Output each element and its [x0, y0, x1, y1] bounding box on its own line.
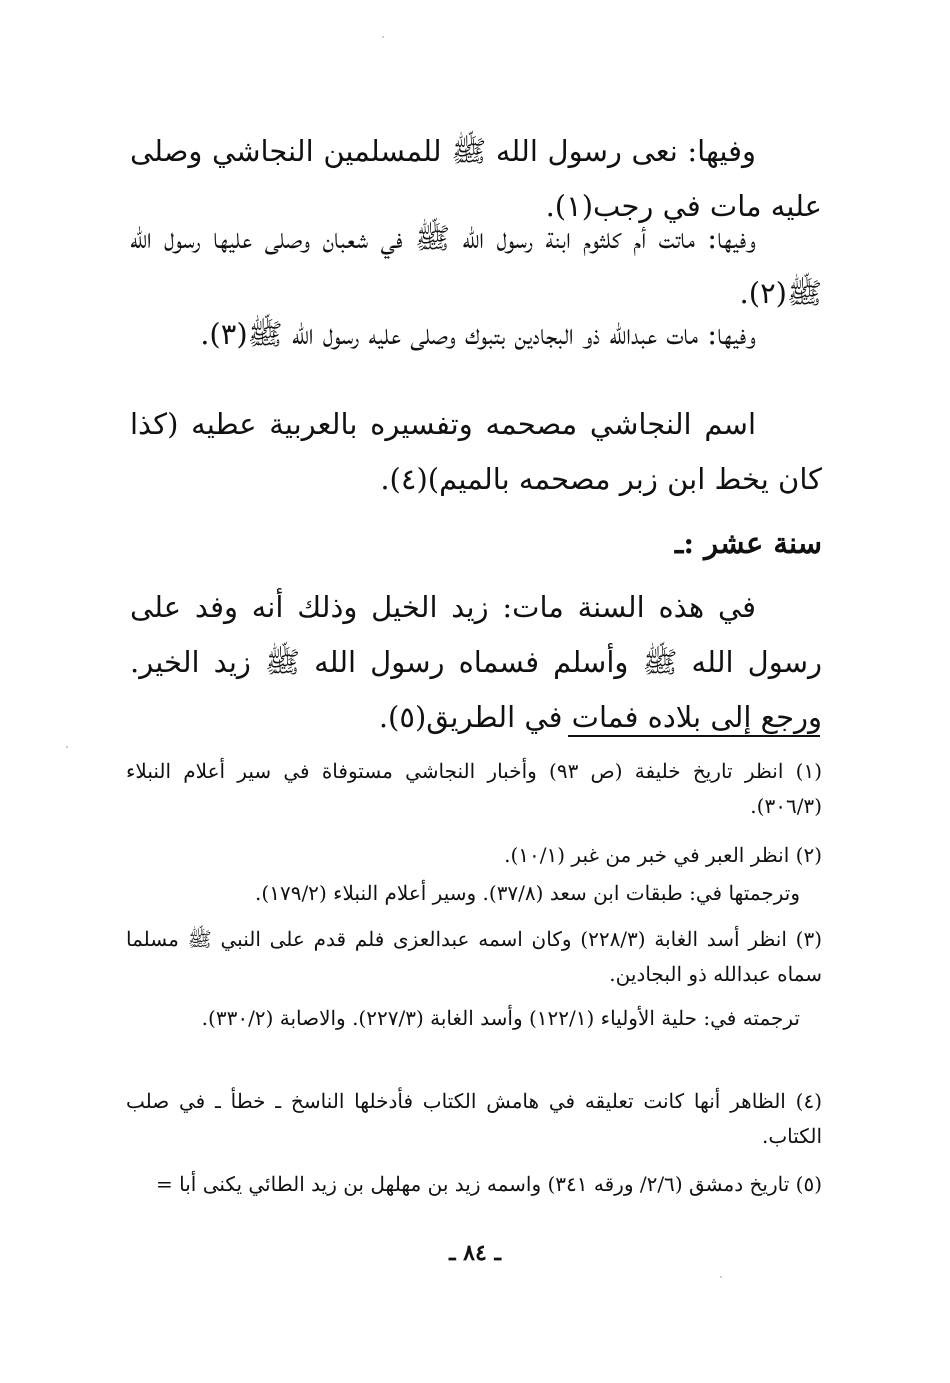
scan-speck	[66, 746, 68, 748]
footnote-separator	[568, 735, 820, 737]
footnote-2: (٢) انظر العبر في خبر من غبر (١٠/١).	[504, 843, 822, 867]
scan-speck	[720, 1276, 722, 1278]
footnote-3: (٣) انظر أسد الغابة (٢٢٨/٣) وكان اسمه عبدالعزى فلم قدم على النبي ﷺ مسلما سماه عبدالله ذو البجادين.	[126, 927, 823, 986]
footnote-2-continuation: وترجمتها في: طبقات ابن سعد (٣٧/٨). وسير أعلام النبلاء (١٧٩/٢).	[255, 881, 800, 905]
footnote-1: (١) انظر تاريخ خليفة (ص ٩٣) وأخبار النجاشي مستوفاة في سير أعلام النبلاء (٣٠٦/٣).	[126, 759, 822, 818]
footnote-4: (٤) الظاهر أنها كانت تعليقه في هامش الكتاب فأدخلها الناسخ ـ خطأ ـ في صلب الكتاب.	[126, 1089, 822, 1148]
paragraph-3	[130, 307, 822, 362]
footnote-5: (٥) تاريخ دمشق (٢/٦/ ورقه ٣٤١) واسمه زيد بن مهلهل بن زيد الطائي يكنى أبا =	[156, 1172, 822, 1196]
page-number: ـ ٨٤ ـ	[449, 1240, 501, 1266]
paragraph-5-text: في هذه السنة مات: زيد الخيل وذلك أنه وفد على رسول الله ﷺ وأسلم فسماه رسول الله ﷺ زيد الخير. ورجع إلى بلاده فمات في الطريق(٥).	[130, 590, 822, 734]
paragraph-2	[130, 211, 822, 321]
scan-speck	[382, 36, 384, 38]
section-heading: سنة عشر :ـ	[674, 526, 822, 560]
paragraph-2-text: وفيها: ماتت أم كلثوم ابنة رسول الله ﷺ في شعبان وصلى عليها رسول الله ﷺ(٢).	[130, 221, 822, 310]
paragraph-4	[130, 397, 822, 507]
paragraph-1-text: وفيها: نعى رسول الله ﷺ للمسلمين النجاشي وصلى عليه مات في رجب(١).	[130, 134, 822, 223]
footnote-3-continuation: ترجمته في: حلية الأولياء (١٢٢/١) وأسد الغابة (٢٢٧/٣). والاصابة (٣٣٠/٢).	[201, 1006, 800, 1030]
paragraph-3-text: وفيها: مات عبدالله ذو البجادين بتبوك وصلى عليه رسول الله ﷺ(٣).	[200, 317, 756, 351]
paragraph-4-text: اسم النجاشي مصحمه وتفسيره بالعربية عطيه (كذا كان يخط ابن زبر مصحمه بالميم)(٤).	[130, 407, 822, 496]
paragraph-5	[130, 580, 822, 745]
